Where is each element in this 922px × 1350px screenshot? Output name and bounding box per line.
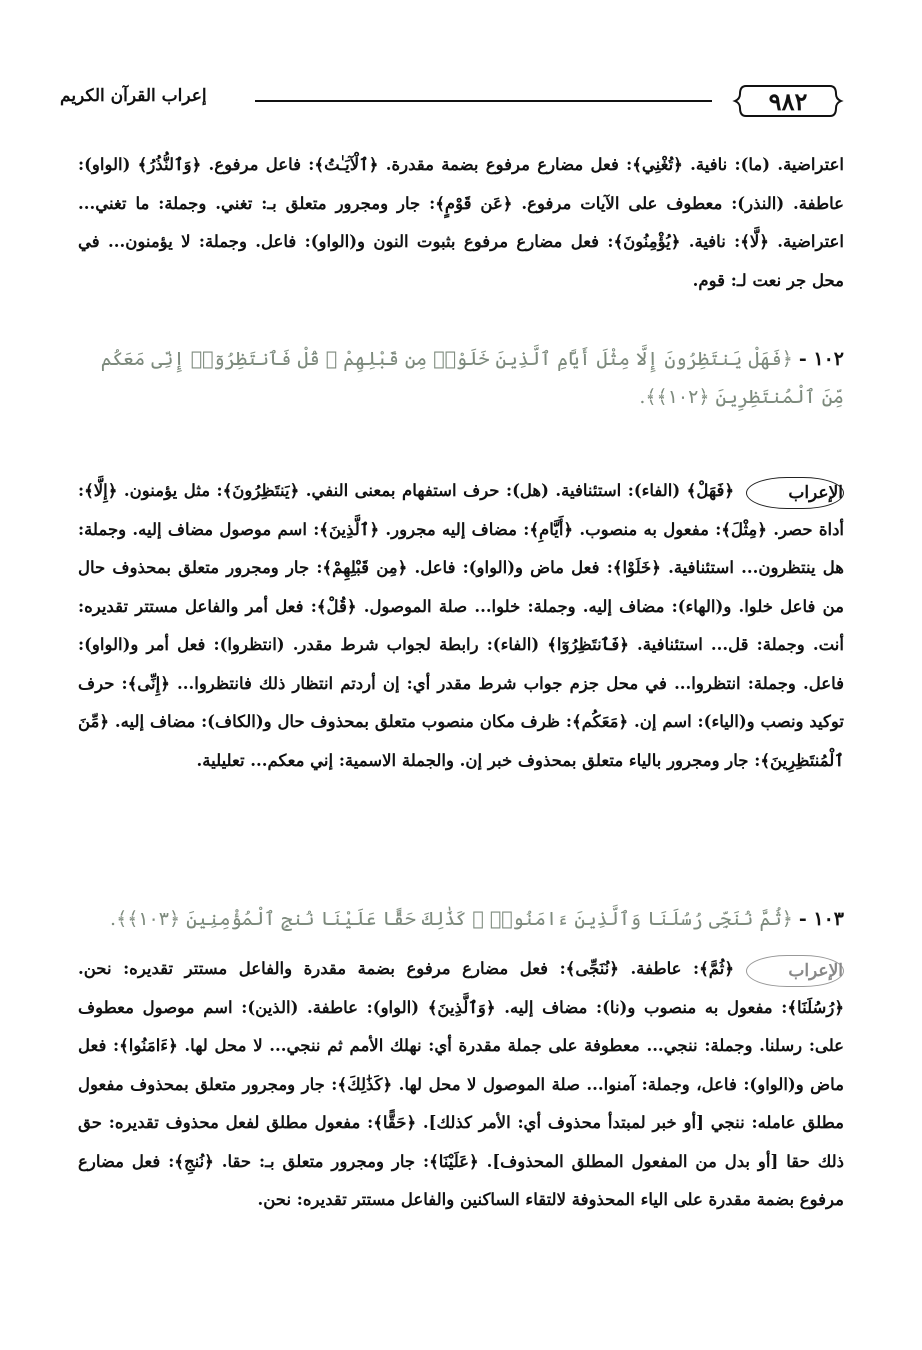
paragraph: اعتراضية. (ما): نافية. ﴿تُغْنِي﴾: فعل مضارع مرفوع بضمة مقدرة. ﴿ٱلْآيَـٰتُ﴾: فاعل مرفوع. ﴿وَٱلنُّذُرُ﴾ (الواو): عاطفة. (النذر): معطوف على الآيات مرفوع. ﴿عَن قَوْمٍ﴾: جار ومجرور متعلق بـ: تغني. وجملة: ما تغني... اعتراضية. ﴿لَّا﴾: نافية. ﴿يُؤْمِنُونَ﴾: فعل مضارع مرفوع بثبوت النون و(الواو): فاعل. وجملة: لا يؤمنون... في محل جر نعت لـ: قوم.	[78, 155, 844, 290]
irab-label: الإعراب	[746, 477, 844, 509]
paragraph: ﴿ثُمَّ﴾: عاطفة. ﴿نُنَجِّى﴾: فعل مضارع مرفوع بضمة مقدرة والفاعل مستتر تقديره: نحن. ﴿رُسُلَنَا﴾: مفعول به منصوب و(نا): مضاف إليه. ﴿وَٱلَّذِينَ﴾ (الواو): عاطفة. (الذين): اسم موصول معطوف على: رسلنا. وجملة: ننجي... معطوفة على جملة مقدرة أي: نهلك الأمم ثم ننجي... لا محل لها. ﴿ءَامَنُوا﴾: فعل ماض و(الواو): فاعل، وجملة: آمنوا... صلة الموصول لا محل لها. ﴿كَذَٰلِكَ﴾: جار ومجرور متعلق بمحذوف مفعول مطلق عامله: ننجي [أو خبر لمبتدأ محذوف أي: الأمر كذلك]. ﴿حَقًّا﴾: مفعول مطلق لفعل محذوف تقديره: حق ذلك حقا [أو بدل من المفعول المطلق المحذوف]. ﴿عَلَيْنَا﴾: جار ومجرور متعلق بـ: حقا. ﴿نُنجِ﴾: فعل مضارع مرفوع بضمة مقدرة على الياء المحذوفة لالتقاء الساكنين والفاعل مستتر تقديره: نحن.	[78, 959, 844, 1209]
section-3-text	[78, 950, 844, 1220]
book-title: إعراب القرآن الكريم	[60, 86, 207, 106]
verse-number: ١٠٣ -	[798, 908, 844, 930]
paragraph: ﴿فَهَلْ﴾ (الفاء): استئنافية. (هل): حرف استفهام بمعنى النفي. ﴿يَنتَظِرُونَ﴾: مثل يؤمنون. ﴿إِلَّا﴾: أداة حصر. ﴿مِثْلَ﴾: مفعول به منصوب. ﴿أَيَّامِ﴾: مضاف إليه مجرور. ﴿ٱلَّذِينَ﴾: اسم موصول مضاف إليه. وجملة: هل ينتظرون... استئنافية. ﴿خَلَوْا﴾: فعل ماض و(الواو): فاعل. ﴿مِن قَبْلِهِمْ﴾: جار ومجرور متعلق بمحذوف حال من فاعل خلوا. و(الهاء): مضاف إليه. وجملة: خلوا... صلة الموصول. ﴿قُلْ﴾: فعل أمر والفاعل مستتر تقديره: أنت. وجملة: قل... استئنافية. ﴿فَٱنتَظِرُوٓا﴾ (الفاء): رابطة لجواب شرط مقدر. (انتظروا): فعل أمر و(الواو): فاعل. وجملة: انتظروا... في محل جزم جواب شرط مقدر أي: إن أردتم انتظار ذلك فانتظروا... ﴿إِنِّى﴾: حرف توكيد ونصب و(الياء): اسم إن. ﴿مَعَكُم﴾: ظرف مكان منصوب متعلق بمحذوف حال و(الكاف): مضاف إليه. ﴿مِّنَ ٱلْمُنتَظِرِينَ﴾: جار ومجرور بالياء متعلق بمحذوف خبر إن. والجملة الاسمية: إني معكم... تعليلية.	[78, 481, 844, 770]
verse-number: ١٠٢ -	[798, 348, 844, 370]
verse-102	[78, 340, 844, 416]
irab-label: الإعراب	[746, 955, 844, 987]
page-number: ٩٨٢	[732, 82, 844, 120]
section-2-text	[78, 472, 844, 780]
page-header	[60, 78, 862, 128]
verse-text: ﴿فَهَلْ يَنتَظِرُونَ إِلَّا مِثْلَ أَيَّامِ ٱلَّذِينَ خَلَوْا۟ مِن قَبْلِهِمْ ۚ قُلْ فَٱنتَظِرُوٓا۟ إِنِّى مَعَكُم مِّنَ ٱلْمُنتَظِرِينَ ﴿١٠٢﴾﴾.	[100, 348, 844, 408]
verse-text: ﴿ثُمَّ نُنَجِّى رُسُلَنَا وَٱلَّذِينَ ءَامَنُوا۟ ۚ كَذَٰلِكَ حَقًّا عَلَيْنَا نُنجِ ٱلْمُؤْمِنِينَ ﴿١٠٣﴾﴾.	[110, 908, 793, 930]
section-1-text	[78, 146, 844, 300]
header-rule	[255, 100, 712, 102]
verse-103	[78, 900, 844, 938]
